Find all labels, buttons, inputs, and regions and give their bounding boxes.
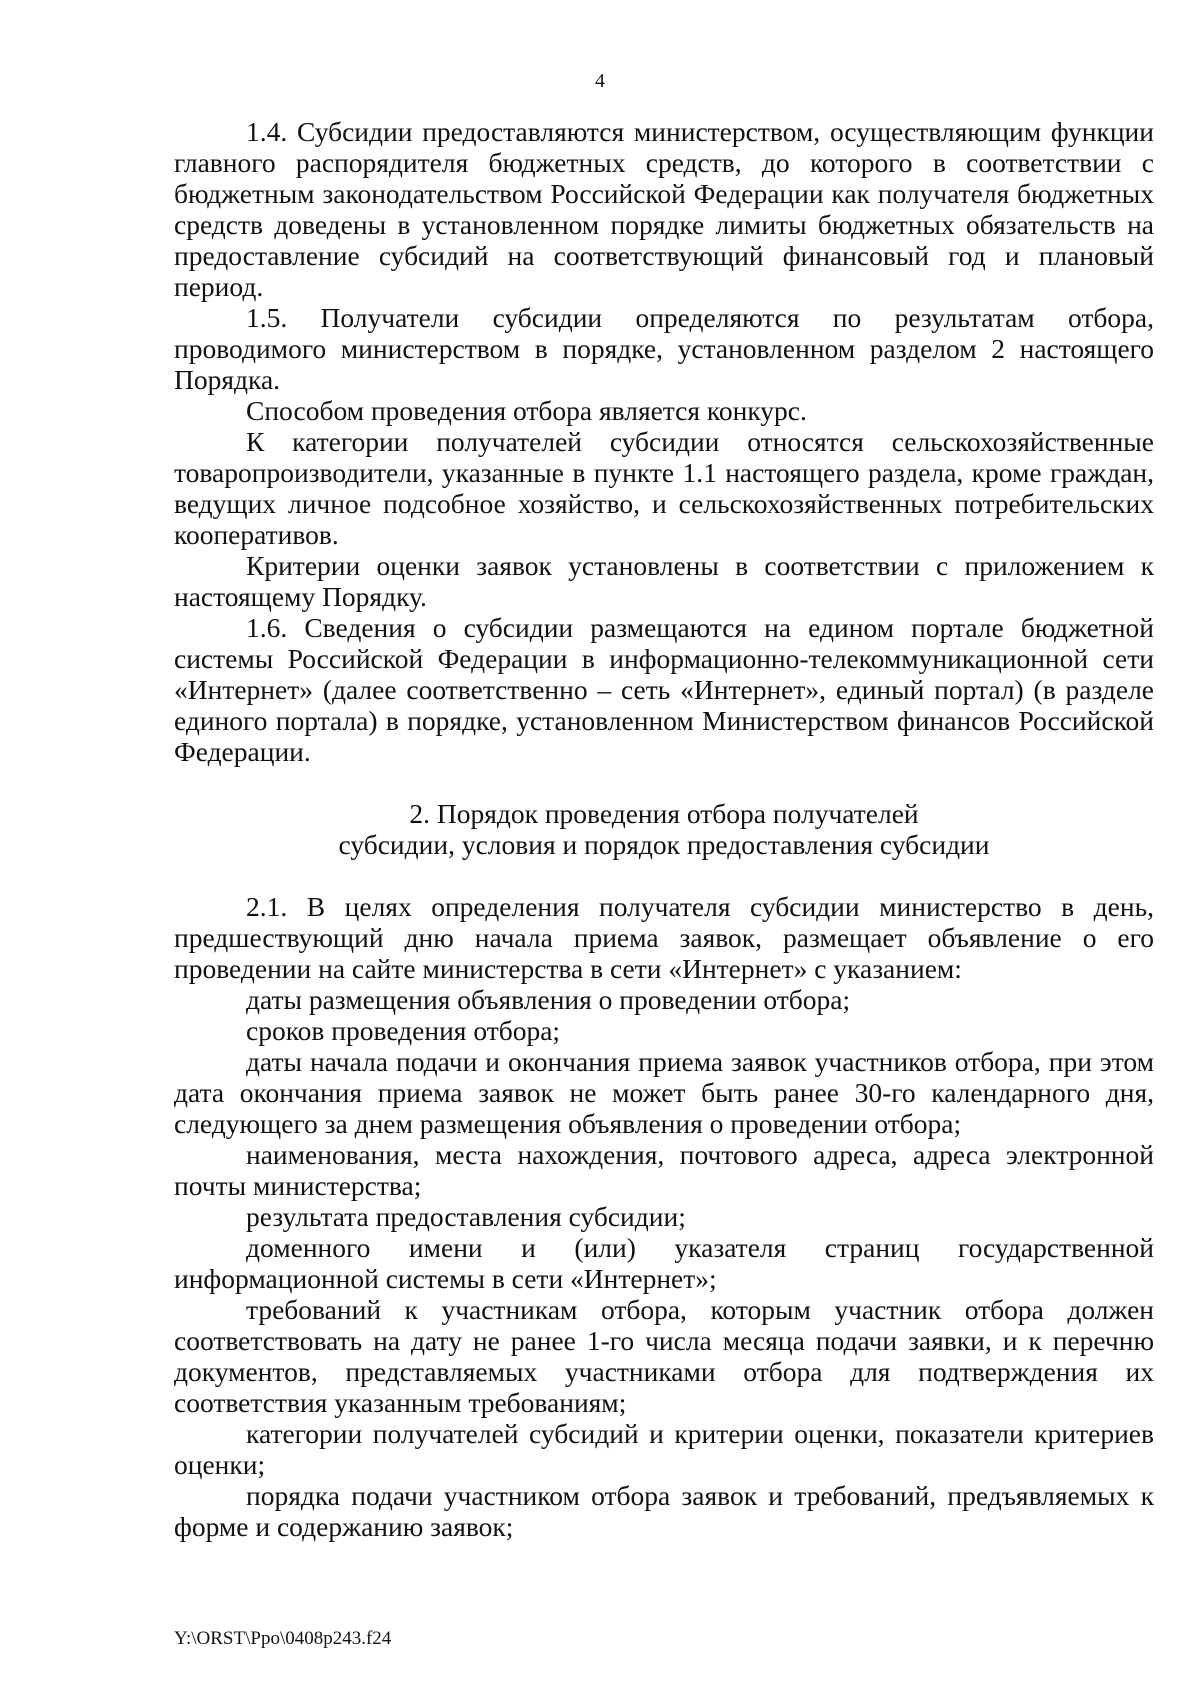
file-path-footer: Y:\ORST\Ppo\0408p243.f24 — [174, 1628, 392, 1649]
paragraph-1-4: 1.4. Субсидии предоставляются министерством, осуществляющим функции главного распорядителя бюджетных средств, до которого в соответствии с бюджетным законодательством Российской Федерации как получателя бюджетных средств доведены в установленном порядке лимиты бюджетных обязательств на предоставление субсидий на соответствующий финансовый год и плановый период. — [174, 116, 1154, 302]
list-item-subsidy-result: результата предоставления субсидии; — [246, 1201, 686, 1232]
list-item-recipient-categories: категории получателей субсидий и критерии оценки, показатели критериев оценки; — [174, 1418, 1154, 1480]
paragraph-1-5: 1.5. Получатели субсидии определяются по результатам отбора, проводимого министерством в порядке, установленном разделом 2 настоящего Порядка. — [174, 302, 1154, 395]
paragraph-2-1: 2.1. В целях определения получателя субсидии министерство в день, предшествующий дню начала приема заявок, размещает объявление о его проведении на сайте министерства в сети «Интернет» с указанием: — [174, 891, 1154, 984]
document-body — [174, 116, 1154, 1542]
list-item-selection-terms: сроков проведения отбора; — [246, 1015, 561, 1046]
list-item-participant-requirements: требований к участникам отбора, которым участник отбора должен соответствовать на дату не ранее 1-го числа месяца подачи заявки, и к перечню документов, представляемых участниками отбора для подтверждения их соответствия указанным требованиям; — [174, 1294, 1154, 1418]
paragraph-selection-method: Способом проведения отбора является конкурс. — [246, 395, 807, 426]
page-number: 4 — [595, 70, 605, 92]
paragraph-evaluation-criteria: Критерии оценки заявок установлены в соответствии с приложением к настоящему Порядку. — [174, 550, 1154, 612]
list-item-application-procedure: порядка подачи участником отбора заявок и требований, предъявляемых к форме и содержанию заявок; — [174, 1480, 1154, 1542]
paragraph-1-6: 1.6. Сведения о субсидии размещаются на едином портале бюджетной системы Российской Федерации в информационно-телекоммуникационной сети «Интернет» (далее соответственно – сеть «Интернет», единый портал) (в разделе единого портала) в порядке, установленном Министерством финансов Российской Федерации. — [174, 612, 1154, 767]
list-item-ministry-contacts: наименования, места нахождения, почтового адреса, адреса электронной почты министерства; — [174, 1139, 1154, 1201]
section-2-heading-line-1: 2. Порядок проведения отбора получателей — [409, 798, 919, 829]
list-item-announcement-date: даты размещения объявления о проведении отбора; — [246, 984, 851, 1015]
list-item-application-dates: даты начала подачи и окончания приема заявок участников отбора, при этом дата окончания приема заявок не может быть ранее 30-го календарного дня, следующего за днем размещения объявления о проведении отбора; — [174, 1046, 1154, 1139]
list-item-domain-name: доменного имени и (или) указателя страниц государственной информационной системы в сети «Интернет»; — [174, 1232, 1154, 1294]
section-2-heading — [174, 798, 1154, 860]
section-2-heading-line-2: субсидии, условия и порядок предоставления субсидии — [338, 829, 990, 860]
paragraph-recipient-category: К категории получателей субсидии относятся сельскохозяйственные товаропроизводители, указанные в пункте 1.1 настоящего раздела, кроме граждан, ведущих личное подсобное хозяйство, и сельскохозяйственных потребительских кооперативов. — [174, 426, 1154, 550]
